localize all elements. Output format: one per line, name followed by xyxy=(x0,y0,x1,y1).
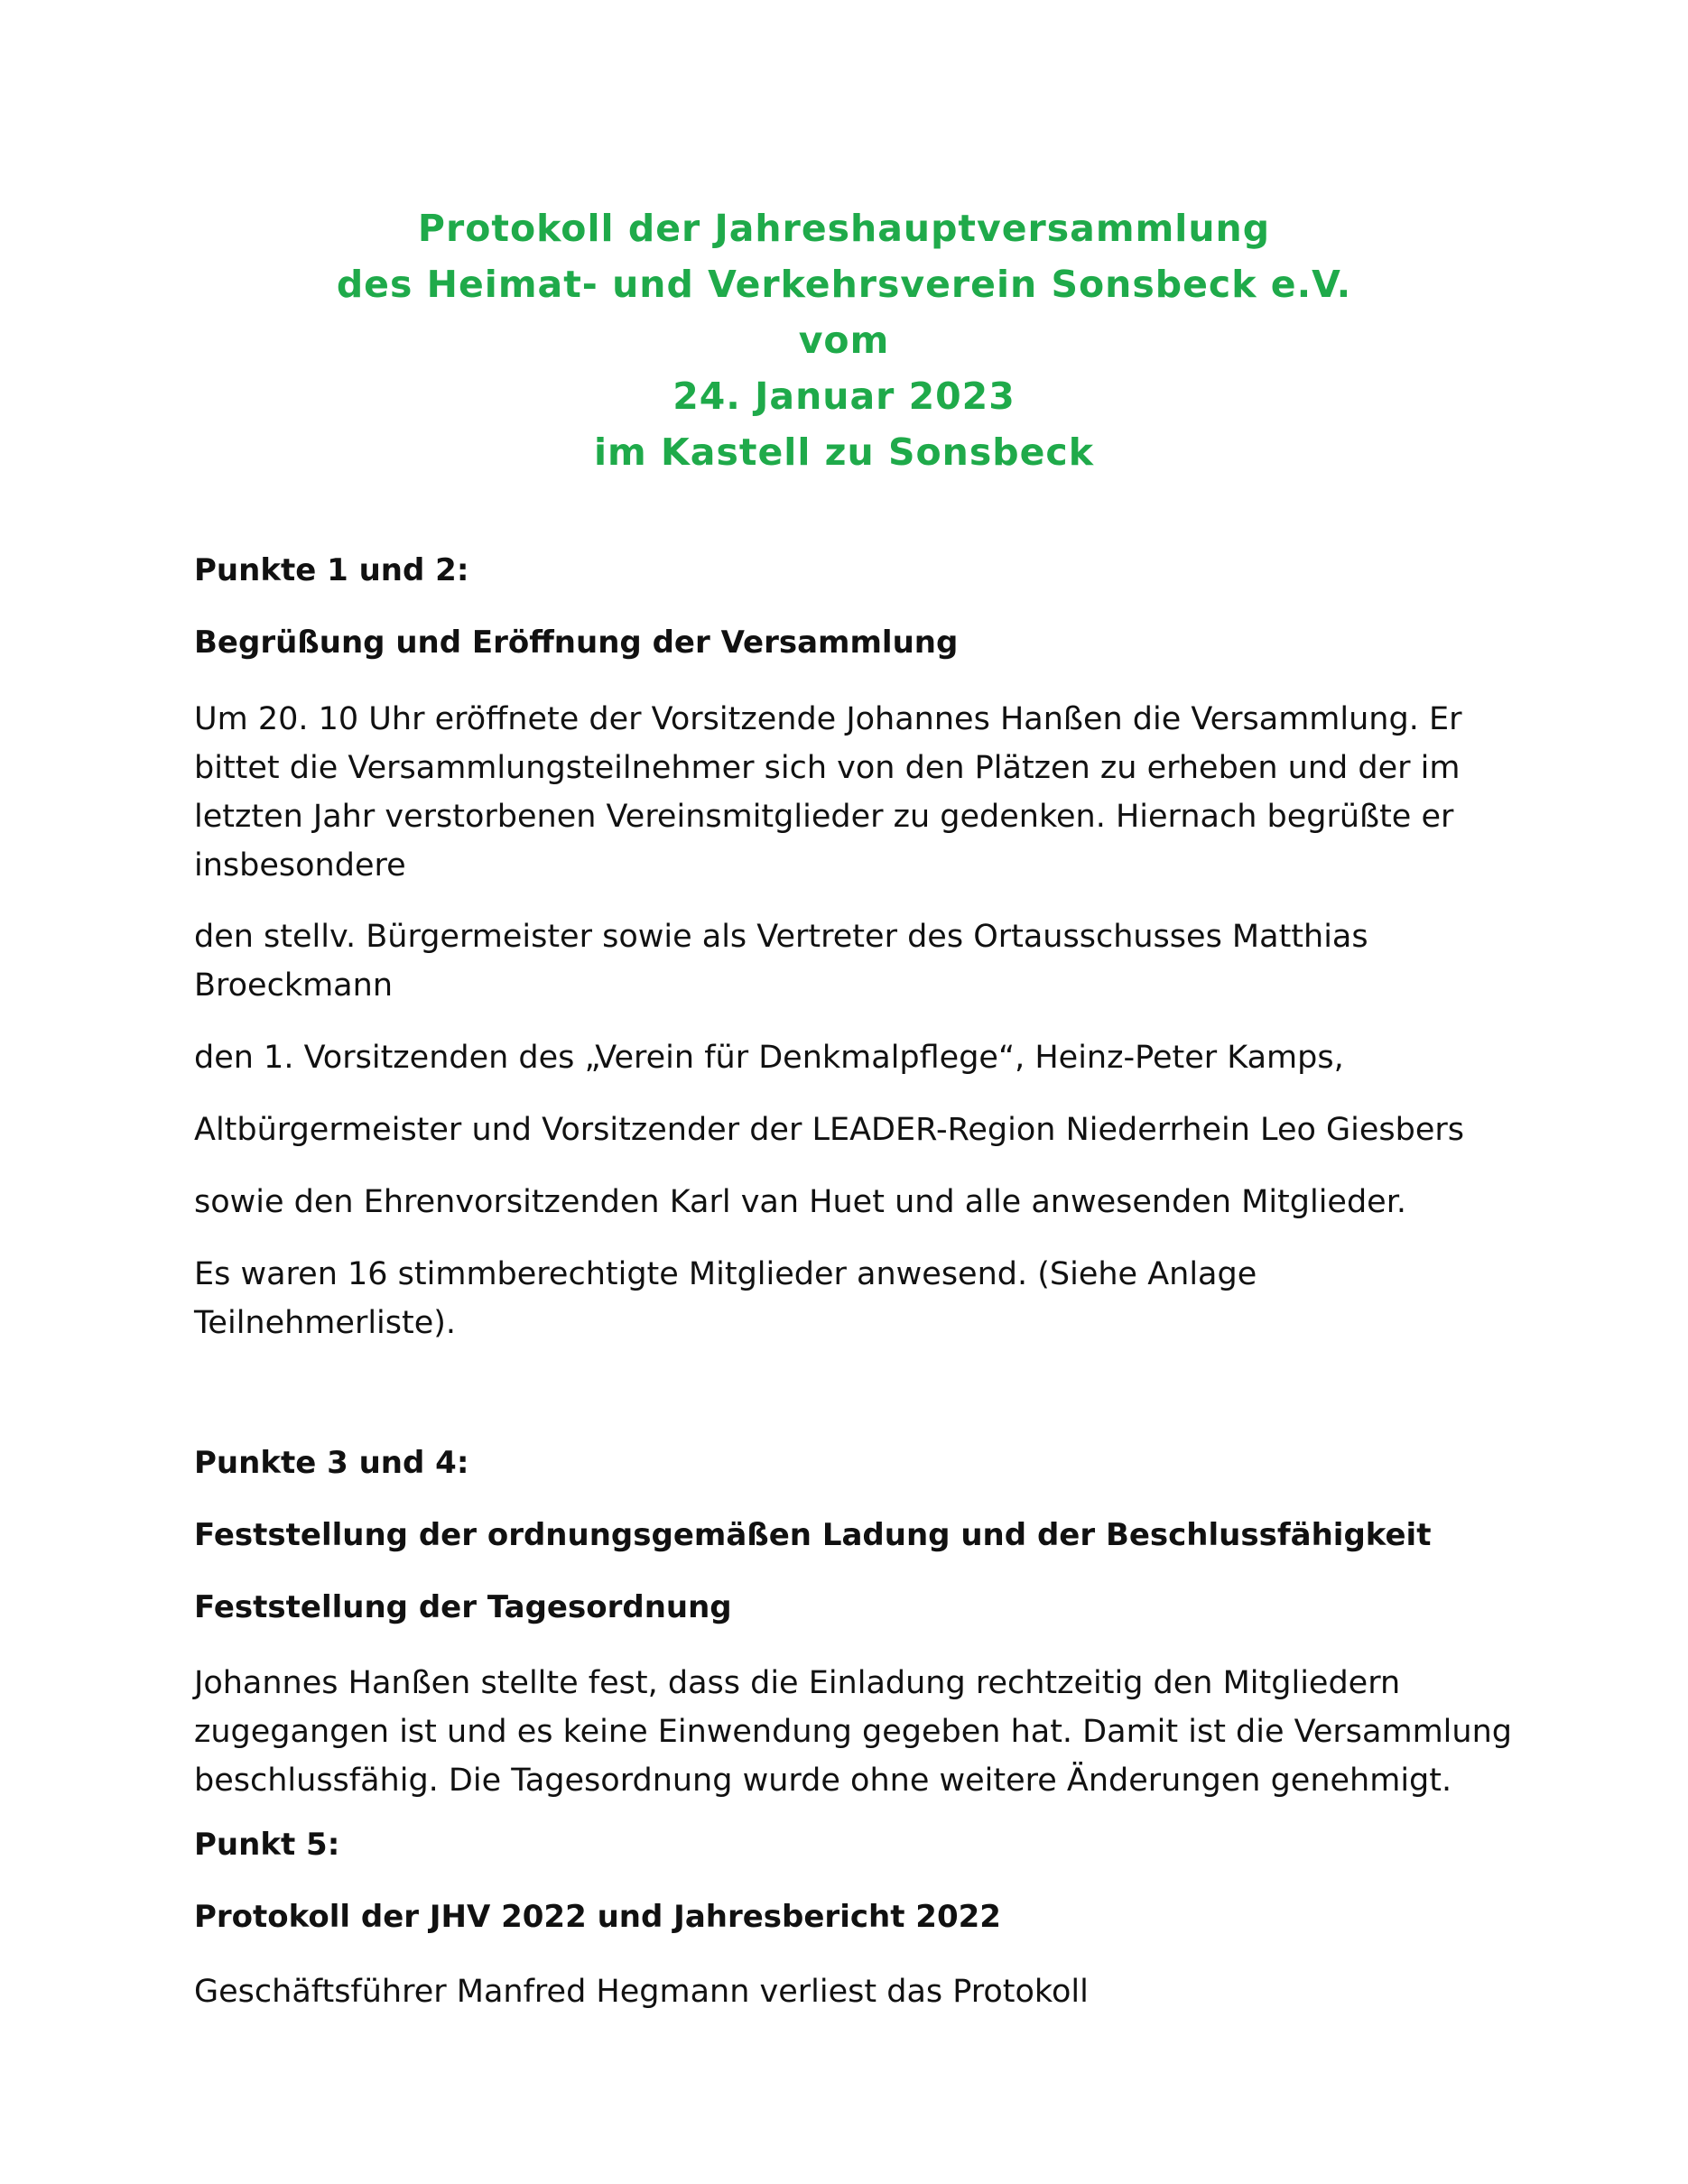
paragraph-line: zugegangen ist und es keine Einwendung gegeben hat. Damit ist die Versammlung xyxy=(194,1714,1512,1750)
attendance-paragraph xyxy=(194,1250,1257,1347)
section-1-heading: Punkte 1 und 2: xyxy=(194,552,469,588)
paragraph-line: letzten Jahr verstorbenen Vereinsmitglieder zu gedenken. Hiernach begrüßte er xyxy=(194,799,1454,835)
section-3-heading: Punkt 5: xyxy=(194,1827,340,1863)
title-line-4: 24. Januar 2023 xyxy=(672,375,1016,418)
section-2-subheading-1: Feststellung der ordnungsgemäßen Ladung und der Beschlussfähigkeit xyxy=(194,1517,1432,1553)
section-2-heading: Punkte 3 und 4: xyxy=(194,1445,469,1481)
document-title xyxy=(0,200,1688,480)
paragraph-line: Broeckmann xyxy=(194,967,393,1004)
paragraph-line: Teilnehmerliste). xyxy=(194,1305,457,1341)
title-line-1: Protokoll der Jahreshauptversammlung xyxy=(417,207,1271,250)
paragraph-line: beschlussfähig. Die Tagesordnung wurde ohne weitere Änderungen genehmigt. xyxy=(194,1763,1452,1799)
section-2-paragraph xyxy=(194,1659,1512,1805)
guest-honorary-paragraph: sowie den Ehrenvorsitzenden Karl van Huet und alle anwesenden Mitglieder. xyxy=(194,1184,1407,1220)
guest-mayor-paragraph xyxy=(194,912,1368,1010)
title-line-5: im Kastell zu Sonsbeck xyxy=(593,430,1095,474)
guest-leader-paragraph: Altbürgermeister und Vorsitzender der LEADER-Region Niederrhein Leo Giesbers xyxy=(194,1112,1465,1148)
paragraph-line: bittet die Versammlungsteilnehmer sich von den Plätzen zu erheben und der im xyxy=(194,750,1461,786)
section-1-subheading: Begrüßung und Eröffnung der Versammlung xyxy=(194,625,959,661)
section-3-paragraph: Geschäftsführer Manfred Hegmann verliest das Protokoll xyxy=(194,1974,1089,2010)
title-line-2: des Heimat- und Verkehrsverein Sonsbeck e.V. xyxy=(336,263,1352,306)
title-line-3: vom xyxy=(798,319,890,362)
paragraph-line: Johannes Hanßen stellte fest, dass die Einladung rechtzeitig den Mitgliedern xyxy=(194,1665,1401,1701)
paragraph-line: Um 20. 10 Uhr eröffnete der Vorsitzende Johannes Hanßen die Versammlung. Er xyxy=(194,701,1462,737)
section-1-intro-paragraph xyxy=(194,695,1461,890)
section-3-subheading: Protokoll der JHV 2022 und Jahresbericht 2022 xyxy=(194,1899,1001,1935)
guest-denkmalpflege-paragraph: den 1. Vorsitzenden des „Verein für Denkmalpflege“, Heinz-Peter Kamps, xyxy=(194,1040,1344,1076)
paragraph-line: den stellv. Bürgermeister sowie als Vertreter des Ortausschusses Matthias xyxy=(194,919,1368,955)
paragraph-line: insbesondere xyxy=(194,847,406,884)
section-2-subheading-2: Feststellung der Tagesordnung xyxy=(194,1589,732,1625)
paragraph-line: Es waren 16 stimmberechtigte Mitglieder anwesend. (Siehe Anlage xyxy=(194,1256,1257,1292)
